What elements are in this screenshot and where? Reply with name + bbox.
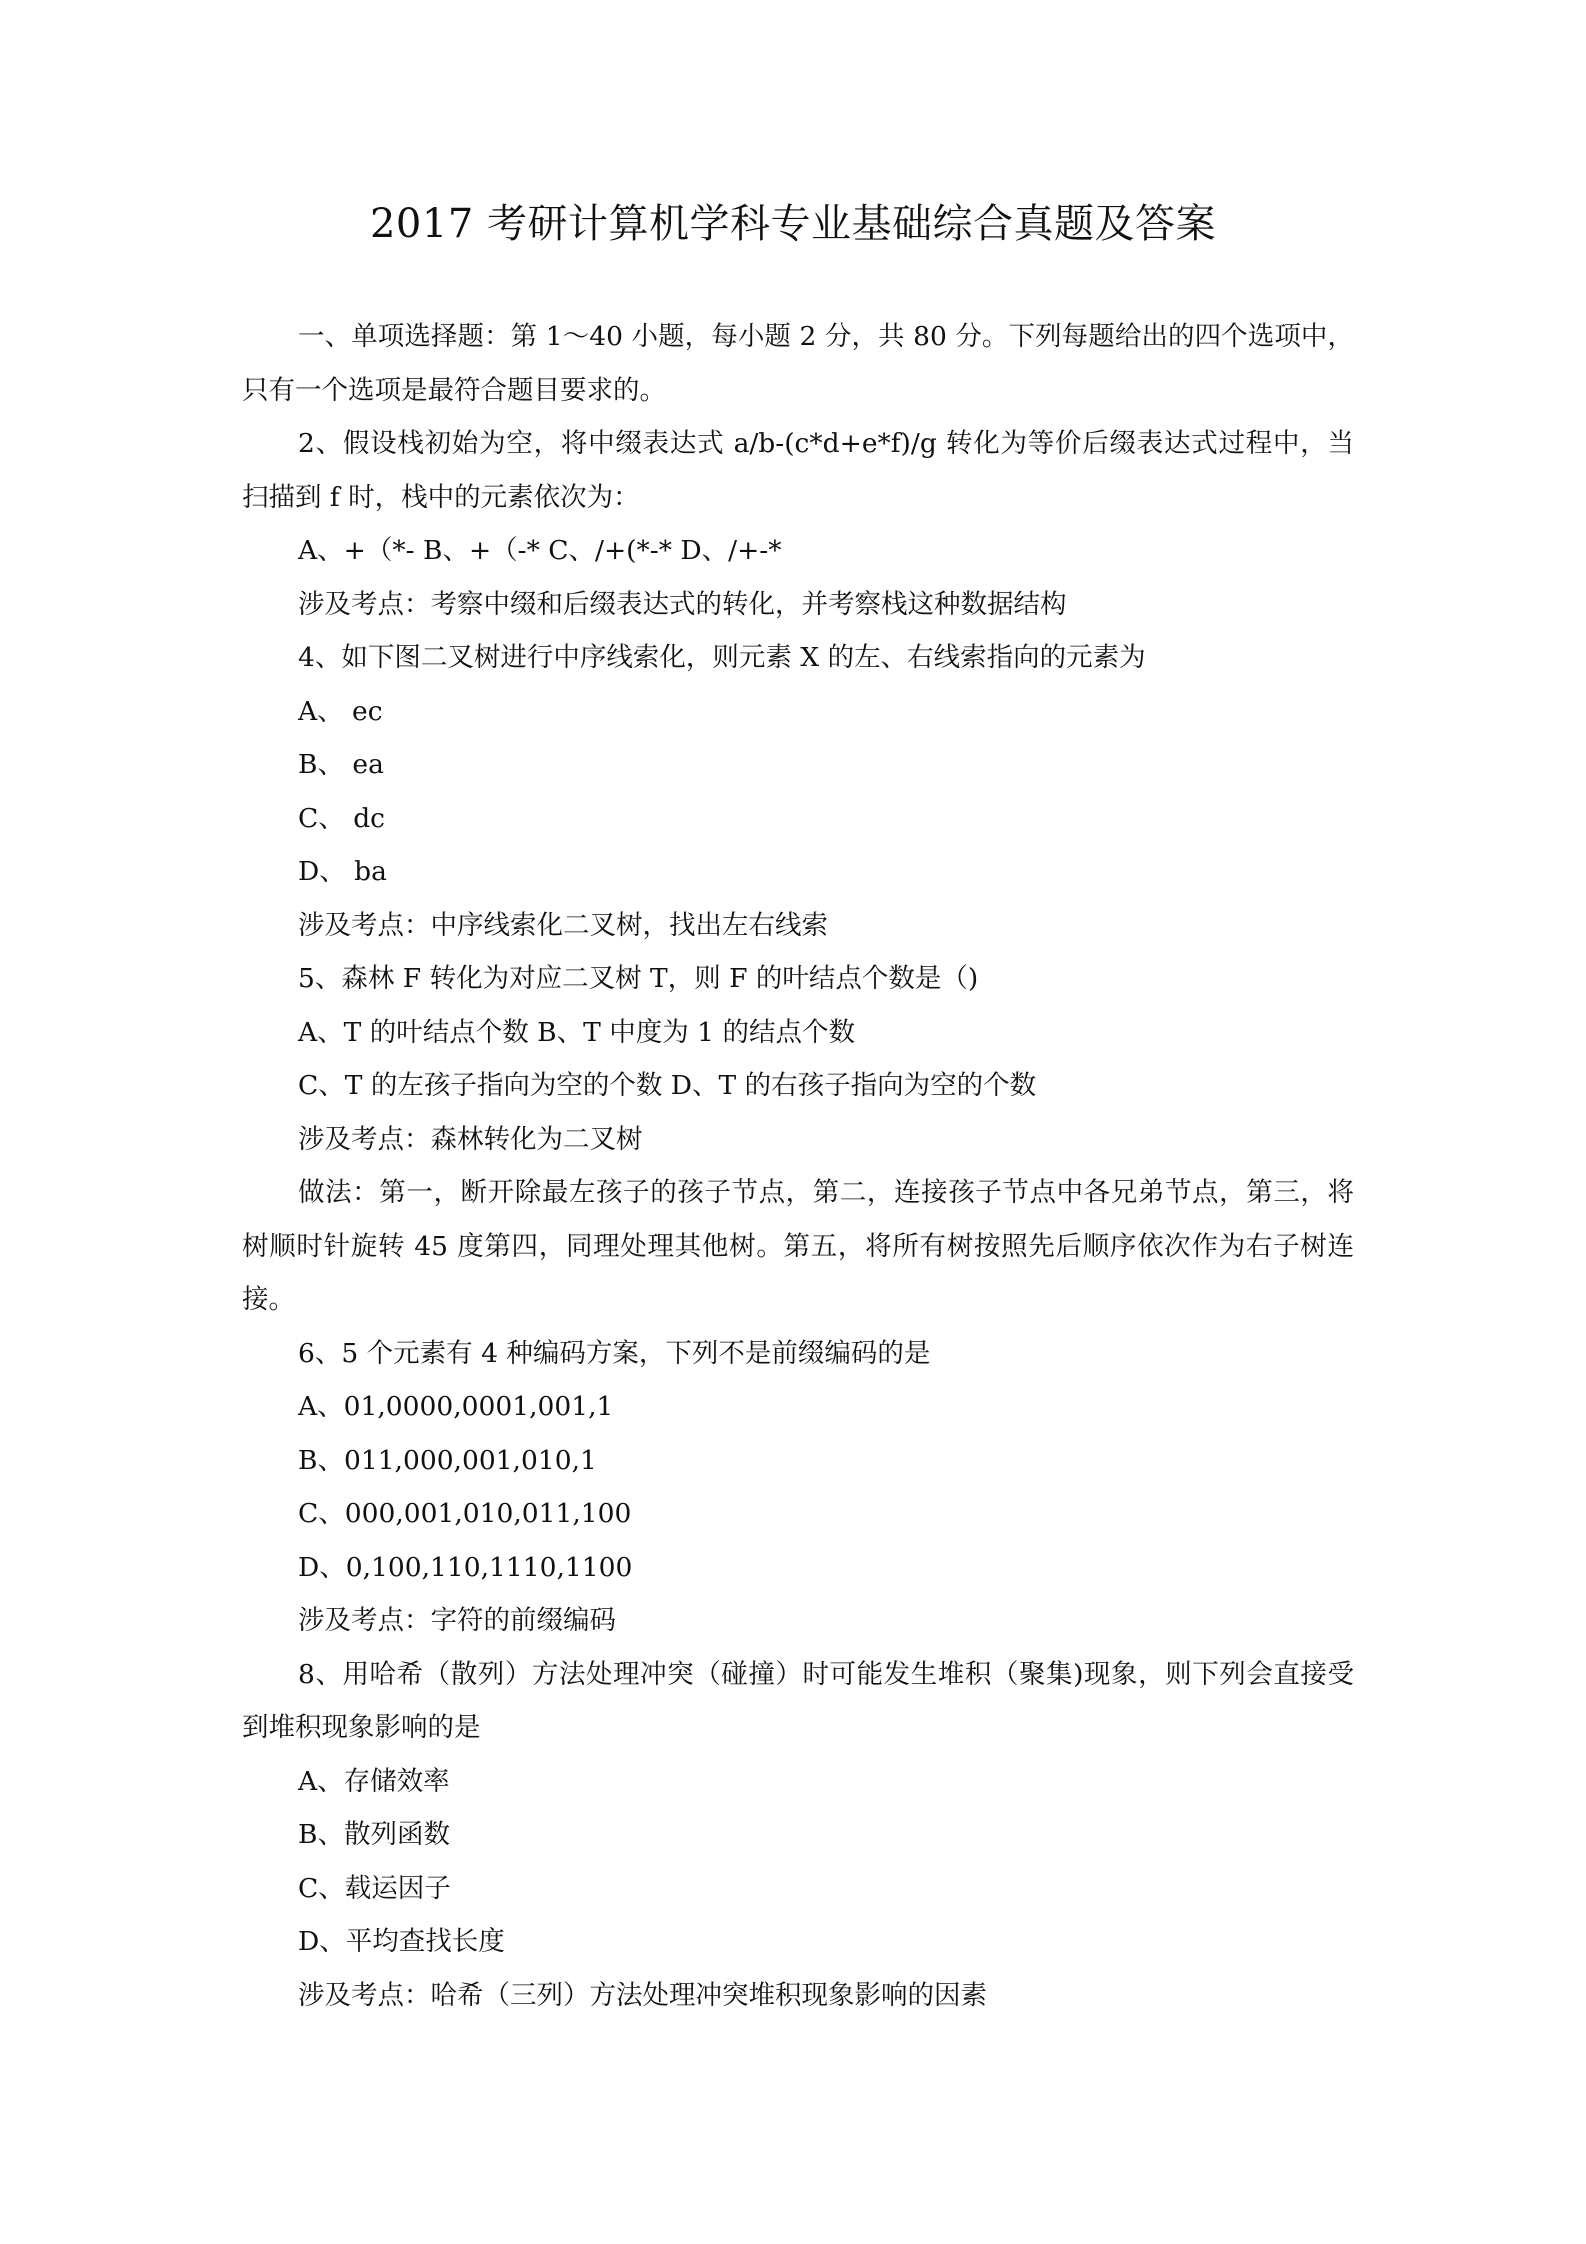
question-2-options: A、+（*- B、+（-* C、/+(*-* D、/+-*	[298, 535, 782, 566]
question-5-method: 做法：第一，断开除最左孩子的孩子节点，第二，连接孩子节点中各兄弟节点，第三，将树顺时针旋转 45 度第四，同理处理其他树。第五，将所有树按照先后顺序依次作为右子树连接。	[242, 1177, 1354, 1315]
question-4: 4、如下图二叉树进行中序线索化，则元素 X 的左、右线索指向的元素为	[298, 642, 1146, 673]
question-8-option-a: A、存储效率	[298, 1765, 450, 1797]
document-title: 2017 考研计算机学科专业基础综合真题及答案	[369, 201, 1216, 247]
question-5-topic: 涉及考点：森林转化为二叉树	[298, 1123, 643, 1155]
question-5-options-cd: C、T 的左孩子指向为空的个数 D、T 的右孩子指向为空的个数	[298, 1070, 1037, 1101]
question-4-option-a: A、 ec	[298, 695, 383, 727]
question-6-option-b: B、011,000,001,010,1	[298, 1444, 597, 1476]
question-4-topic: 涉及考点：中序线索化二叉树，找出左右线索	[298, 909, 828, 941]
paragraph-instructions: 一、单项选择题：第 1～40 小题，每小题 2 分，共 80 分。下列每题给出的四个选项中，只有一个选项是最符合题目要求的。	[242, 321, 1354, 406]
question-2-topic: 涉及考点：考察中缀和后缀表达式的转化，并考察栈这种数据结构	[298, 588, 1067, 620]
question-8-option-d: D、平均查找长度	[298, 1926, 505, 1957]
question-6-option-d: D、0,100,110,1110,1100	[298, 1551, 633, 1583]
question-5-options-ab: A、T 的叶结点个数 B、T 中度为 1 的结点个数	[298, 1016, 855, 1048]
question-4-option-d: D、 ba	[298, 856, 387, 887]
question-4-option-c: C、 dc	[298, 802, 386, 834]
question-8-option-c: C、载运因子	[298, 1872, 451, 1904]
question-6-topic: 涉及考点：字符的前缀编码	[298, 1605, 616, 1636]
question-2: 2、假设栈初始为空，将中缀表达式 a/b-(c*d+e*f)/g 转化为等价后缀表达式过程中，当扫描到 f 时，栈中的元素依次为：	[242, 428, 1354, 513]
question-6-option-a: A、01,0000,0001,001,1	[298, 1391, 614, 1422]
question-5: 5、森林 F 转化为对应二叉树 T，则 F 的叶结点个数是（)	[298, 963, 979, 994]
question-6-option-c: C、000,001,010,011,100	[298, 1498, 632, 1529]
question-6: 6、5 个元素有 4 种编码方案，下列不是前缀编码的是	[298, 1337, 931, 1369]
question-8-topic: 涉及考点：哈希（三列）方法处理冲突堆积现象影响的因素	[298, 1979, 987, 2011]
question-8: 8、用哈希（散列）方法处理冲突（碰撞）时可能发生堆积（聚集)现象，则下列会直接受到堆积现象影响的是	[242, 1658, 1354, 1743]
question-4-option-b: B、 ea	[298, 749, 384, 780]
question-8-option-b: B、散列函数	[298, 1819, 450, 1850]
document-body	[242, 310, 1354, 2022]
